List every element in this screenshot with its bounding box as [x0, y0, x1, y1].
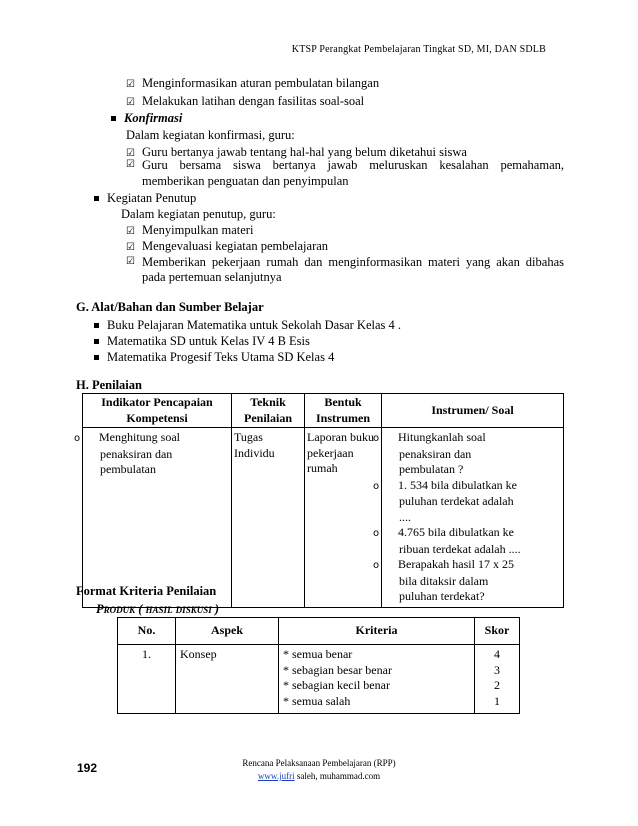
table-row	[118, 645, 520, 714]
col-kriteria: Kriteria	[279, 618, 475, 645]
square-bullet-icon	[94, 339, 99, 344]
running-header: KTSP Perangkat Pembelajaran Tingkat SD, MI, DAN SDLB	[291, 44, 546, 55]
circle-bullet-icon: o	[373, 528, 380, 539]
list-item: ☑ Mengevaluasi kegiatan pembelajaran	[126, 238, 328, 256]
list-item: Matematika SD untuk Kelas IV 4 B Esis	[94, 333, 310, 349]
konfirmasi-intro: Dalam kegiatan konfirmasi, guru:	[126, 128, 295, 142]
list-item: ☑ Guru bersama siswa bertanya jawab meluruskan kesalahan pemahaman,	[126, 158, 564, 172]
cell-soal: o Hitungkanlah soal penaksiran dan pembulatan ? o 1. 534 bila dibulatkan ke puluhan terdekat adalah .... o 4.765 bila dibulatkan ke ribuan terdekat adalah .... o Berapakah hasil 17 x 25 bila ditaksir dalam puluhan terdekat?	[382, 428, 564, 608]
list-item-continuation: memberikan penguatan dan penyimpulan	[142, 174, 349, 188]
cell-bentuk: Laporan buku pekerjaan rumah	[305, 428, 382, 608]
list-item-continuation: pada pertemuan selanjutnya	[142, 270, 282, 284]
footer-link[interactable]: www.jufri	[257, 771, 295, 781]
penilaian-table	[74, 393, 564, 608]
table-row	[83, 428, 564, 608]
check-box-icon: ☑	[126, 256, 135, 267]
penutup-heading: Kegiatan Penutup	[94, 190, 196, 206]
footer-credit: Rencana Pelaksanaan Pembelajaran (RPP) www.jufri saleh, muhammad.com	[242, 758, 396, 781]
col-indikator: Indikator Pencapaian Kompetensi	[83, 394, 232, 428]
list-item: Buku Pelajaran Matematika untuk Sekolah Dasar Kelas 4 .	[94, 317, 401, 333]
square-bullet-icon	[111, 116, 116, 121]
cell-skor: 4 3 2 1	[475, 645, 520, 714]
cell-no: 1.	[118, 645, 176, 714]
page-number: 192	[77, 761, 98, 775]
col-aspek: Aspek	[176, 618, 279, 645]
col-teknik: Teknik Penilaian	[232, 394, 305, 428]
konfirmasi-heading: Konfirmasi	[111, 110, 182, 126]
check-box-icon: ☑	[126, 226, 135, 237]
penutup-intro: Dalam kegiatan penutup, guru:	[121, 207, 276, 221]
table-header-row	[83, 394, 564, 428]
check-box-icon: ☑	[126, 159, 135, 170]
list-item: ☑ Melakukan latihan dengan fasilitas soal-soal	[126, 93, 364, 111]
list-item: ☑ Guru bertanya jawab tentang hal-hal yang belum diketahui siswa	[126, 144, 467, 162]
circle-bullet-icon: o	[373, 433, 380, 444]
format-title: Format Kriteria Penilaian	[76, 584, 217, 598]
col-bentuk: Bentuk Instrumen	[305, 394, 382, 428]
cell-teknik: Tugas Individu	[232, 428, 305, 608]
col-no: No.	[118, 618, 176, 645]
cell-indikator: o Menghitung soal penaksiran dan pembulatan	[83, 428, 232, 608]
table-header-row	[118, 618, 520, 645]
square-bullet-icon	[94, 196, 99, 201]
list-item: ☑ Menginformasikan aturan pembulatan bilangan	[126, 75, 379, 93]
square-bullet-icon	[94, 323, 99, 328]
circle-bullet-icon: o	[373, 560, 380, 571]
kriteria-table	[117, 617, 520, 714]
check-box-icon: ☑	[126, 242, 135, 253]
section-h-title: H. Penilaian	[76, 378, 142, 392]
check-box-icon: ☑	[126, 97, 135, 108]
square-bullet-icon	[94, 355, 99, 360]
list-item: Matematika Progesif Teks Utama SD Kelas 4	[94, 349, 334, 365]
list-item: ☑ Menyimpulkan materi	[126, 222, 253, 240]
col-instrumen: Instrumen/ Soal	[382, 394, 564, 428]
section-g-title: G. Alat/Bahan dan Sumber Belajar	[76, 300, 264, 314]
list-item: ☑ Memberikan pekerjaan rumah dan menginformasikan materi yang akan dibahas	[126, 255, 564, 269]
check-box-icon: ☑	[126, 148, 135, 159]
circle-bullet-icon: o	[74, 433, 81, 444]
check-box-icon: ☑	[126, 79, 135, 90]
produk-label: Produk ( hasil diskusi )	[96, 602, 219, 616]
col-skor: Skor	[475, 618, 520, 645]
cell-aspek: Konsep	[176, 645, 279, 714]
cell-kriteria: * semua benar * sebagian besar benar * sebagian kecil benar * semua salah	[279, 645, 475, 714]
circle-bullet-icon: o	[373, 480, 380, 492]
